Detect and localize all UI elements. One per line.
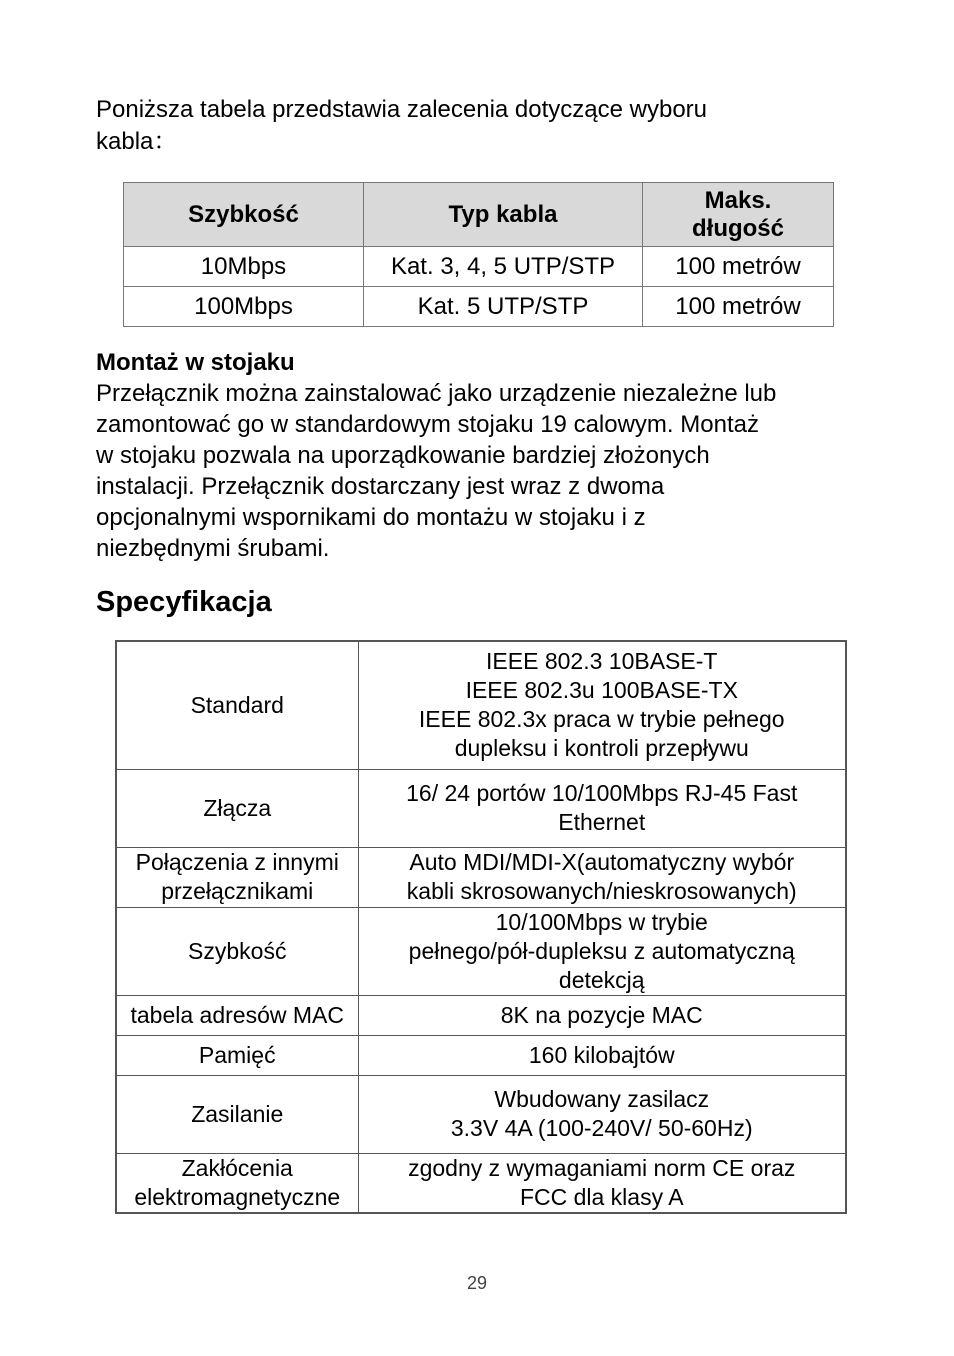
spec-label-line: Złącza	[203, 794, 272, 821]
cell-cable-type: Kat. 5 UTP/STP	[364, 287, 643, 327]
spec-value-line: Ethernet	[558, 809, 646, 835]
spec-label-line: przełącznikami	[161, 878, 314, 904]
spec-label	[116, 1075, 358, 1153]
specification-table	[115, 640, 847, 1214]
table-row	[124, 287, 834, 327]
spec-value-line: IEEE 802.3x praca w trybie pełnego	[418, 706, 785, 733]
spec-row	[116, 907, 846, 995]
paragraph-line: instalacji. Przełącznik dostarczany jest wraz z dwoma	[96, 473, 665, 500]
spec-value-line: 160 kilobajtów	[528, 1041, 675, 1068]
rack-mount-heading: Montaż w stojaku	[96, 349, 295, 376]
spec-value	[358, 769, 846, 847]
paragraph-line: Przełącznik można zainstalować jako urządzenie niezależne lub	[96, 380, 777, 407]
spec-row	[116, 1153, 846, 1213]
spec-label-line: Zasilanie	[191, 1100, 284, 1127]
spec-label	[116, 907, 358, 995]
spec-value	[358, 641, 846, 769]
spec-value	[358, 907, 846, 995]
intro-line: Poniższa tabela przedstawia zalecenia dotyczące wyboru	[96, 96, 708, 123]
spec-value	[358, 1153, 846, 1213]
intro-paragraph	[96, 94, 856, 158]
spec-value-line: FCC dla klasy A	[519, 1183, 684, 1210]
spec-label-line: tabela adresów MAC	[130, 1001, 344, 1028]
spec-row	[116, 847, 846, 907]
header-cable-type: Typ kabla	[364, 183, 643, 247]
cell-cable-type: Kat. 3, 4, 5 UTP/STP	[364, 247, 643, 287]
spec-value-line: IEEE 802.3u 100BASE-TX	[465, 677, 738, 704]
spec-label	[116, 1035, 358, 1075]
spec-label-line: Połączenia z innymi	[135, 849, 339, 875]
spec-value-line: pełnego/pół-dupleksu z automatyczną	[408, 937, 795, 964]
spec-value-line: detekcją	[558, 966, 645, 993]
spec-heading: Specyfikacja	[96, 586, 272, 618]
header-max-length-line: długość	[691, 214, 784, 242]
spec-label	[116, 769, 358, 847]
spec-value-line: 8K na pozycje MAC	[500, 1001, 703, 1028]
cell-max-length: 100 metrów	[643, 247, 834, 287]
spec-value-line: 10/100Mbps w trybie	[495, 908, 708, 935]
table-row	[124, 247, 834, 287]
spec-value	[358, 995, 846, 1035]
spec-label-line: Pamięć	[198, 1041, 276, 1068]
spec-label-line: elektromagnetyczne	[134, 1183, 341, 1210]
cable-recommendation-table	[123, 182, 834, 327]
spec-row	[116, 1075, 846, 1153]
spec-label-line: Zakłócenia	[181, 1154, 293, 1181]
spec-value	[358, 847, 846, 907]
spec-value-line: Auto MDI/MDI-X(automatyczny wybór	[409, 849, 795, 875]
spec-label	[116, 1153, 358, 1213]
spec-row	[116, 641, 846, 769]
intro-line: kabla：	[96, 128, 178, 155]
spec-label	[116, 641, 358, 769]
spec-label-line: Standard	[190, 691, 284, 718]
spec-value-line: IEEE 802.3 10BASE-T	[486, 648, 718, 675]
paragraph-line: niezbędnymi śrubami.	[96, 535, 330, 562]
header-max-length	[643, 183, 834, 247]
spec-value	[358, 1075, 846, 1153]
spec-value	[358, 1035, 846, 1075]
spec-value-line: 16/ 24 portów 10/100Mbps RJ-45 Fast	[406, 780, 798, 806]
paragraph-line: opcjonalnymi wspornikami do montażu w stojaku i z	[96, 504, 646, 531]
rack-mount-paragraph	[96, 378, 876, 564]
spec-row	[116, 769, 846, 847]
cell-speed: 100Mbps	[124, 287, 364, 327]
paragraph-line: zamontować go w standardowym stojaku 19 calowym. Montaż	[96, 411, 759, 438]
cell-max-length: 100 metrów	[643, 287, 834, 327]
header-max-length-line: Maks.	[704, 186, 772, 214]
spec-value-line: Wbudowany zasilacz	[494, 1086, 710, 1112]
spec-label-line: Szybkość	[188, 937, 287, 964]
spec-value-line: dupleksu i kontroli przepływu	[454, 735, 749, 762]
cell-speed: 10Mbps	[124, 247, 364, 287]
spec-value-line: kabli skrosowanych/nieskrosowanych)	[406, 878, 797, 904]
spec-label	[116, 995, 358, 1035]
paragraph-line: w stojaku pozwala na uporządkowanie bardziej złożonych	[96, 442, 710, 469]
table-header-row	[124, 183, 834, 247]
spec-value-line: zgodny z wymaganiami norm CE oraz	[408, 1154, 796, 1181]
spec-row	[116, 1035, 846, 1075]
spec-row	[116, 995, 846, 1035]
spec-value-line: 3.3V 4A (100-240V/ 50-60Hz)	[450, 1115, 753, 1141]
page-number: 29	[466, 1273, 488, 1293]
spec-label	[116, 847, 358, 907]
header-speed: Szybkość	[124, 183, 364, 247]
